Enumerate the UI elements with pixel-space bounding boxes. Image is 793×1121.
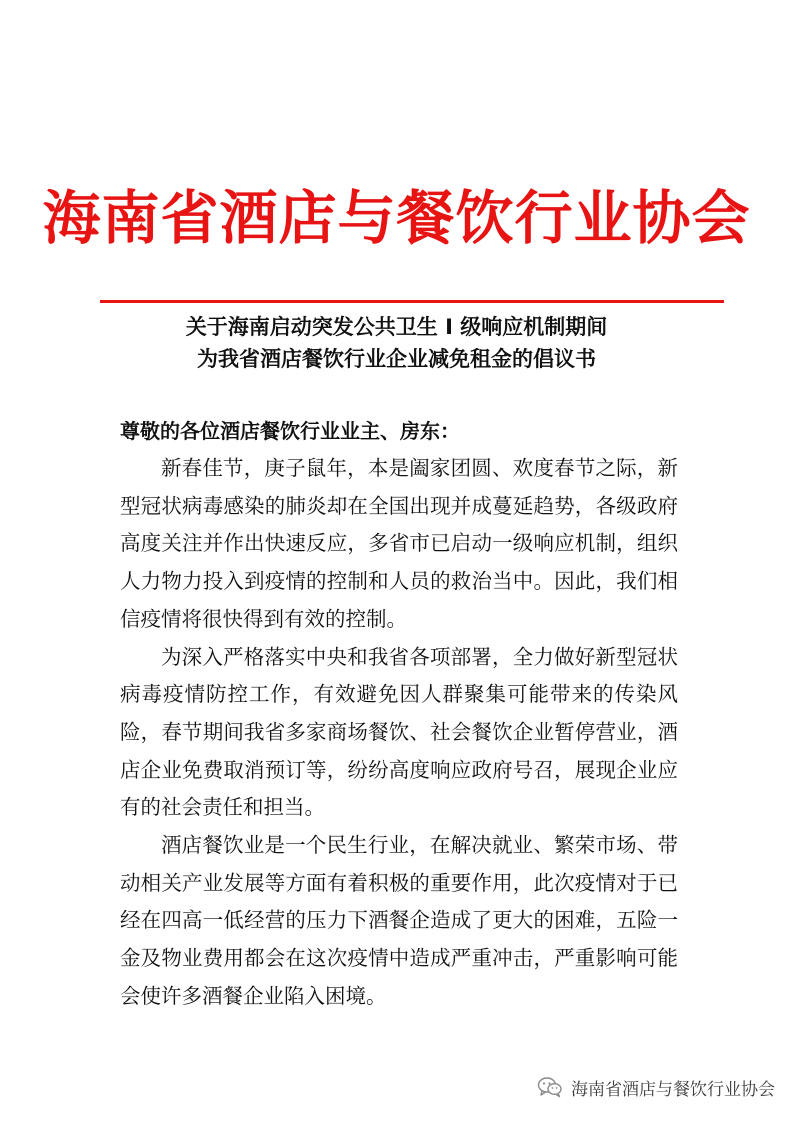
document-title: [0, 311, 793, 375]
header-divider: [100, 300, 724, 303]
association-name-heading: 海南省酒店与餐饮行业协会: [42, 184, 751, 252]
document-title-line-1: 关于海南启动突发公共卫生 I 级响应机制期间: [185, 315, 608, 339]
wechat-icon: [537, 1076, 563, 1098]
wechat-watermark: [537, 1074, 775, 1100]
paragraph-2: 为深入严格落实中央和我省各项部署，全力做好新型冠状病毒疫情防控工作，有效避免因人群聚集可能带来的传染风险，春节期间我省多家商场餐饮、社会餐饮企业暂停营业，酒店企业免费取消预订等，纷纷高度响应政府号召，展现企业应有的社会责任和担当。: [120, 644, 678, 820]
document-title-line-2: 为我省酒店餐饮行业企业减免租金的倡议书: [197, 347, 596, 371]
body-text: [120, 450, 678, 1016]
paragraph-3: 酒店餐饮业是一个民生行业，在解决就业、繁荣市场、带动相关产业发展等方面有着积极的重要作用，此次疫情对于已经在四高一低经营的压力下酒餐企造成了更大的困难，五险一金及物业费用都会在这次疫情中造成严重冲击，严重影响可能会使许多酒餐企业陷入困境。: [120, 833, 678, 1008]
salutation: 尊敬的各位酒店餐饮行业业主、房东：: [120, 419, 460, 443]
paragraph-1: 新春佳节，庚子鼠年，本是阖家团圆、欢度春节之际，新型冠状病毒感染的肺炎却在全国出现并成蔓延趋势，各级政府高度关注并作出快速反应，多省市已启动一级响应机制，组织人力物力投入到疫情的控制和人员的救治当中。因此，我们相信疫情将很快得到有效的控制。: [120, 456, 678, 631]
watermark-label: 海南省酒店与餐饮行业协会: [571, 1079, 775, 1100]
